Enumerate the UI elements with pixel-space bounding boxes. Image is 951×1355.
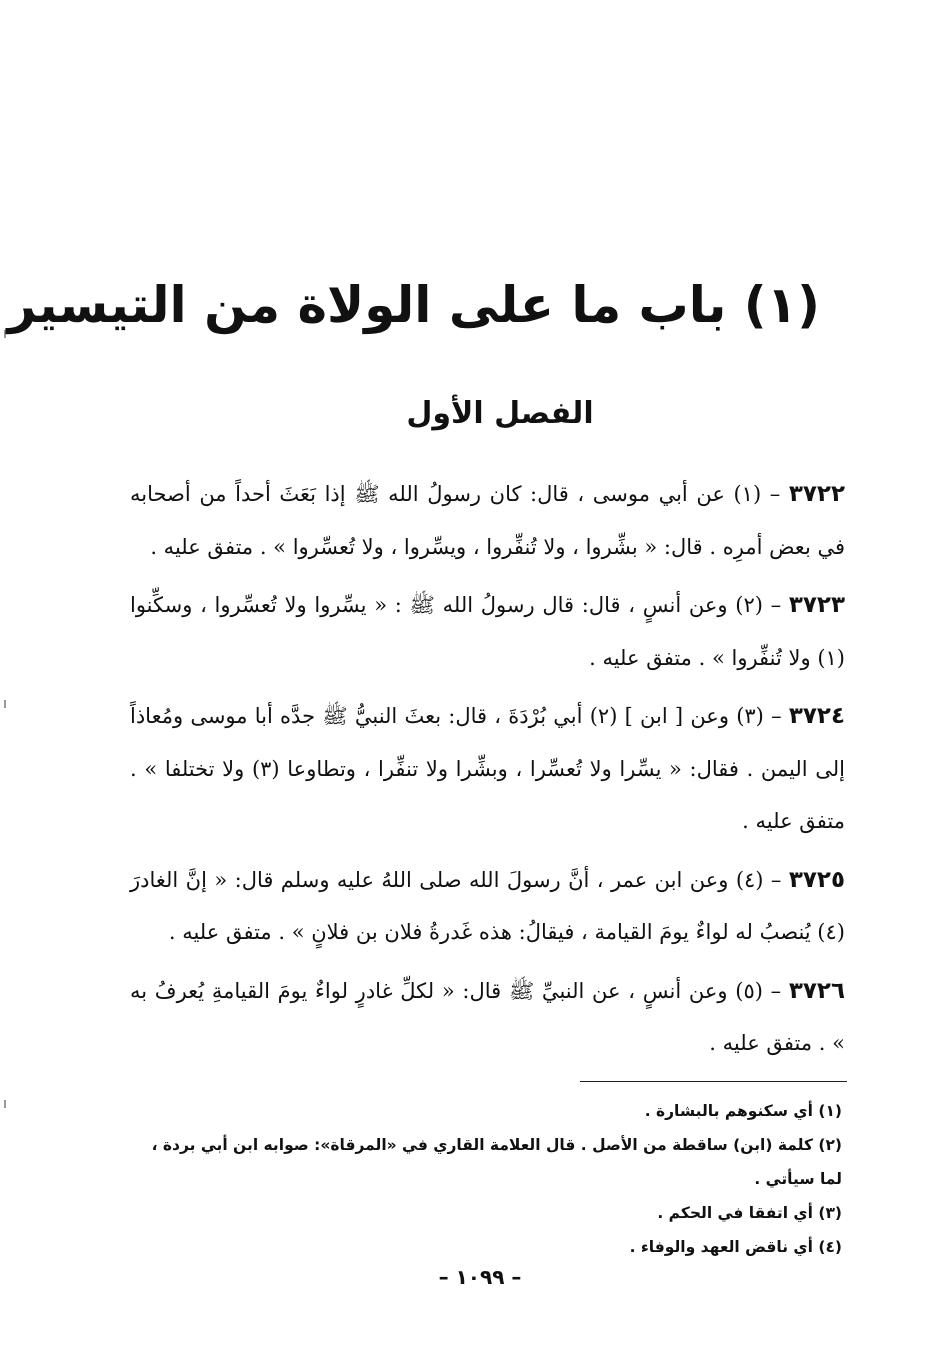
footnote: (٤) أي ناقض العهد والوفاء . — [629, 1238, 842, 1256]
page-number: – ١٠٩٩ – — [438, 1265, 522, 1289]
hadith-text: – (٣) وعن [ ابن ] (٢) أبي بُرْدَةَ ، قال: بعثَ النبيُّ ﷺ جدَّه أبا موسى ومُعاذاً إلى اليمن . فقال: « يسِّرا ولا تُعسِّرا ، وبشِّرا ولا تنفِّرا ، وتطاوعا (٣) ولا تختلفا » . متفق عليه . — [130, 704, 845, 833]
hadith-paragraph — [130, 579, 845, 684]
hadith-number: ٣٧٢٤ — [788, 703, 845, 729]
footnote: (٢) كلمة (ابن) ساقطة من الأصل . قال العلامة القاري في «المرقاة»: صوابه ابن أبي بردة ، لما سيأتي . — [151, 1136, 842, 1188]
footnote: (١) أي سكنوهم بالبشارة . — [644, 1102, 842, 1120]
scan-edge-mark — [4, 700, 6, 708]
hadith-paragraph — [130, 965, 845, 1070]
hadith-number: ٣٧٢٣ — [788, 592, 845, 618]
hadith-paragraph — [130, 468, 845, 573]
footnote: (٣) أي اتفقا في الحكم . — [657, 1204, 842, 1222]
hadith-number: ٣٧٢٦ — [788, 977, 845, 1004]
footnote-separator — [580, 1081, 847, 1082]
hadith-paragraph — [130, 690, 845, 848]
hadith-number: ٣٧٢٥ — [788, 866, 845, 893]
section-title: الفصل الأول — [406, 396, 594, 431]
hadith-text: – (٥) وعن أنسٍ ، عن النبيِّ ﷺ قال: « لكلِّ غادرٍ لواءٌ يومَ القيامةِ يُعرفُ به » . متفق عليه . — [130, 978, 845, 1055]
hadith-text: – (١) عن أبي موسى ، قال: كان رسولُ الله ﷺ إذا بَعَثَ أحداً من أصحابه في بعض أمرِه . قال: « بشِّروا ، ولا تُنفِّروا ، ويسِّروا ، ولا تُعسِّروا » . متفق عليه . — [130, 482, 845, 559]
hadith-text: – (٢) وعن أنسٍ ، قال: قال رسولُ الله ﷺ : « يسِّروا ولا تُعسِّروا ، وسكِّنوا (١) ولا تُنفِّروا » . متفق عليه . — [130, 593, 845, 670]
chapter-title: (١) باب ما على الولاة من التيسير — [7, 276, 820, 334]
hadith-number: ٣٧٢٢ — [788, 481, 845, 507]
hadith-body — [130, 468, 845, 1076]
hadith-paragraph — [130, 854, 845, 959]
hadith-text: – (٤) وعن ابن عمر ، أنَّ رسولَ الله صلى اللهُ عليه وسلم قال: « إنَّ الغادرَ (٤) يُنصبُ له لواءٌ يومَ القيامة ، فيقالُ: هذه غَدرةُ فلان بن فلانٍ » . متفق عليه . — [130, 867, 845, 944]
footnotes — [130, 1094, 842, 1264]
scan-edge-mark — [4, 330, 6, 338]
scan-edge-mark — [4, 1100, 6, 1108]
